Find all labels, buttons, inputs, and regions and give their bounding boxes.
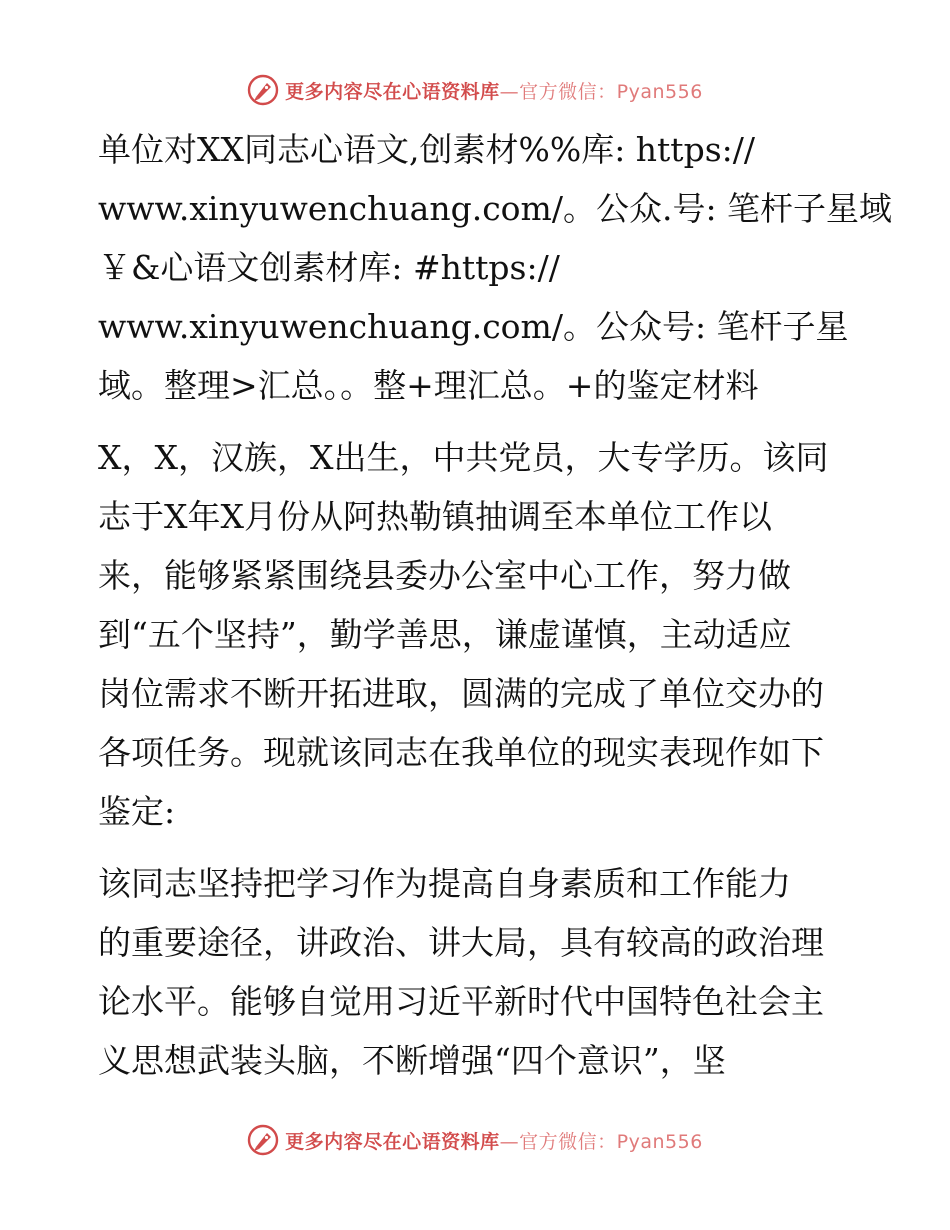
text-line: 来，能够紧紧围绕县委办公室中心工作，努力做 xyxy=(98,556,791,595)
text-line: www.xinyuwenchuang.com/。公众号: 笔杆子星 xyxy=(98,307,849,346)
header-watermark xyxy=(0,70,950,110)
text-line: 域。整理>汇总。。整+理汇总。+的鉴定材料 xyxy=(98,366,759,405)
text-line: 该同志坚持把学习作为提高自身素质和工作能力 xyxy=(98,864,791,903)
header-watermark-text xyxy=(285,77,703,104)
text-line: 论水平。能够自觉用习近平新时代中国特色社会主 xyxy=(98,982,824,1021)
text-line: 志于X年X月份从阿热勒镇抽调至本单位工作以 xyxy=(98,497,772,536)
text-line: ￥&心语文创素材库: #https:// xyxy=(98,248,560,287)
header-watermark-main: 更多内容尽在心语资料库 xyxy=(285,80,500,103)
document-body xyxy=(98,120,893,1090)
text-line: 义思想武装头脑，不断增强“四个意识”，坚 xyxy=(98,1041,726,1080)
footer-watermark xyxy=(0,1120,950,1160)
header-watermark-rest: —官方微信：Pyan556 xyxy=(499,80,703,103)
text-line: 到“五个坚持”，勤学善思，谦虚谨慎，主动适应 xyxy=(98,615,792,654)
text-line: 各项任务。现就该同志在我单位的现实表现作如下 xyxy=(98,733,824,772)
text-line: X，X，汉族，X出生，中共党员，大专学历。该同 xyxy=(98,438,829,477)
header-watermark-inner xyxy=(247,74,703,106)
footer-watermark-main: 更多内容尽在心语资料库 xyxy=(285,1130,500,1153)
text-line: 单位对XX同志心语文,创素材%%库: https:// xyxy=(98,130,755,169)
text-line: www.xinyuwenchuang.com/。公众.号: 笔杆子星域 xyxy=(98,189,893,228)
text-line: 的重要途径，讲政治、讲大局，具有较高的政治理 xyxy=(98,923,824,962)
pen-nib-logo-icon xyxy=(247,1124,279,1156)
text-line: 岗位需求不断开拓进取，圆满的完成了单位交办的 xyxy=(98,674,824,713)
pen-nib-logo-icon xyxy=(247,74,279,106)
paragraph-study xyxy=(98,854,858,1090)
footer-watermark-inner xyxy=(247,1124,703,1156)
footer-watermark-text xyxy=(285,1127,703,1154)
footer-watermark-rest: —官方微信：Pyan556 xyxy=(499,1130,703,1153)
paragraph-title xyxy=(98,120,893,415)
paragraph-intro xyxy=(98,428,858,841)
text-line: 鉴定: xyxy=(98,792,176,831)
